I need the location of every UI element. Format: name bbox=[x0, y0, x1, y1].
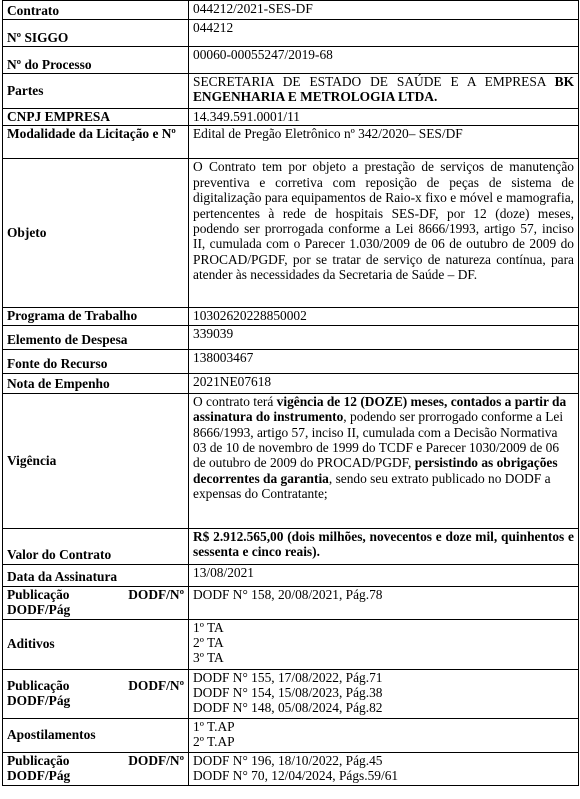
label-contrato: Contrato bbox=[3, 1, 189, 20]
label-empenho: Nota de Empenho bbox=[3, 373, 189, 393]
value-assinatura: 13/08/2021 bbox=[189, 564, 579, 586]
row-contrato bbox=[3, 1, 579, 20]
publicacao-2-line2: DODF/Pág bbox=[7, 693, 71, 709]
publicacao-3-right: DODF/Nº bbox=[128, 752, 184, 768]
partes-company: BK ENGENHARIA E METROLOGIA LTDA. bbox=[193, 74, 574, 105]
vigencia-bold-term: vigência de 12 (DOZE) meses, contados a partir da assinatura do instrumento bbox=[193, 393, 567, 425]
value-objeto: O Contrato tem por objeto a prestação de serviços de manutenção preventiva e corretiva com reposição de peças de sistema de digitalização para equipamentos de Raio-x fixo e móvel e mamografia, pertencentes à rede de hospitais SES-DF, por 12 (doze) meses, podendo ser prorrogada conforme a Lei 8666/1993, artigo 57, inciso II, cumulada com o Parecer 1.030/2009 de 06 de outubro de 2009 do PROCAD/PGDF, por se tratar de serviço de natureza contínua, para atender às necessidades da Secretaria de Saúde – DF. bbox=[189, 159, 579, 308]
row-empenho bbox=[3, 373, 579, 393]
publicacao-2-left: Publicação bbox=[7, 677, 70, 693]
row-publicacao-1 bbox=[3, 586, 579, 619]
apostilamento-item: 2º T.AP bbox=[193, 734, 235, 750]
value-empenho: 2021NE07618 bbox=[189, 373, 579, 393]
row-valor bbox=[3, 528, 579, 564]
label-processo: Nº do Processo bbox=[3, 47, 189, 74]
row-assinatura bbox=[3, 564, 579, 586]
label-publicacao-2 bbox=[3, 669, 189, 718]
label-valor: Valor do Contrato bbox=[3, 528, 189, 564]
partes-text: SECRETARIA DE ESTADO DE SAÚDE E A EMPRESA bbox=[193, 74, 555, 89]
label-publicacao-1 bbox=[3, 586, 189, 619]
label-apostilamentos: Apostilamentos bbox=[3, 718, 189, 752]
value-publicacao-3 bbox=[189, 752, 579, 785]
label-fonte: Fonte do Recurso bbox=[3, 349, 189, 373]
label-cnpj: CNPJ EMPRESA bbox=[3, 109, 189, 126]
publicacao-2-item: DODF N° 155, 17/08/2022, Pág.71 bbox=[193, 669, 383, 685]
label-aditivos: Aditivos bbox=[3, 619, 189, 669]
value-siggo: 044212 bbox=[189, 20, 579, 47]
value-elemento: 339039 bbox=[189, 325, 579, 349]
value-fonte: 138003467 bbox=[189, 349, 579, 373]
row-publicacao-2 bbox=[3, 669, 579, 718]
row-siggo bbox=[3, 20, 579, 47]
aditivo-item: 2º TA bbox=[193, 635, 224, 651]
label-publicacao-3 bbox=[3, 752, 189, 785]
vigencia-bold-garantia: persistindo as obrigações decorrentes da garantia bbox=[193, 455, 558, 486]
row-modalidade bbox=[3, 126, 579, 159]
row-partes bbox=[3, 74, 579, 109]
label-vigencia: Vigência bbox=[3, 393, 189, 528]
publicacao-2-item: DODF N° 148, 05/08/2024, Pág.82 bbox=[193, 700, 383, 716]
publicacao-2-right: DODF/Nº bbox=[128, 677, 184, 693]
value-valor: R$ 2.912.565,00 (dois milhões, novecentos e doze mil, quinhentos e sessenta e cinco reais). bbox=[189, 528, 579, 564]
value-publicacao-1: DODF N° 158, 20/08/2021, Pág.78 bbox=[189, 586, 579, 619]
value-vigencia bbox=[189, 393, 579, 528]
publicacao-1-line2: DODF/Pág bbox=[7, 602, 71, 618]
publicacao-1-right: DODF/Nº bbox=[128, 586, 184, 602]
row-aditivos bbox=[3, 619, 579, 669]
aditivo-item: 3º TA bbox=[193, 650, 224, 666]
vigencia-text-3: , sendo seu extrato publicado no DODF a expensas do Contratante; bbox=[193, 470, 551, 502]
row-objeto bbox=[3, 159, 579, 308]
value-publicacao-2 bbox=[189, 669, 579, 718]
publicacao-3-item: DODF N° 196, 18/10/2022, Pág.45 bbox=[193, 752, 383, 768]
value-partes bbox=[189, 74, 579, 109]
vigencia-text-1: O contrato terá bbox=[193, 393, 277, 409]
value-apostilamentos bbox=[189, 718, 579, 752]
row-programa bbox=[3, 308, 579, 325]
row-cnpj bbox=[3, 109, 579, 126]
publicacao-3-item: DODF N° 70, 12/04/2024, Págs.59/61 bbox=[193, 768, 399, 784]
row-publicacao-3 bbox=[3, 752, 579, 785]
label-siggo: Nº SIGGO bbox=[3, 20, 189, 47]
label-programa: Programa de Trabalho bbox=[3, 308, 189, 325]
value-modalidade: Edital de Pregão Eletrônico nº 342/2020– SES/DF bbox=[189, 126, 579, 159]
row-apostilamentos bbox=[3, 718, 579, 752]
value-processo: 00060-00055247/2019-68 bbox=[189, 47, 579, 74]
publicacao-1-left: Publicação bbox=[7, 586, 70, 602]
contract-summary-table bbox=[2, 0, 579, 786]
row-fonte bbox=[3, 349, 579, 373]
apostilamento-item: 1º T.AP bbox=[193, 718, 235, 734]
value-programa: 10302620228850002 bbox=[189, 308, 579, 325]
publicacao-3-line2: DODF/Pág bbox=[7, 768, 71, 784]
value-aditivos bbox=[189, 619, 579, 669]
label-objeto: Objeto bbox=[3, 159, 189, 308]
row-processo bbox=[3, 47, 579, 74]
publicacao-1-line1 bbox=[7, 587, 184, 602]
publicacao-2-line1 bbox=[7, 678, 184, 693]
value-contrato: 044212/2021-SES-DF bbox=[189, 1, 579, 20]
publicacao-2-item: DODF N° 154, 15/08/2023, Pág.38 bbox=[193, 685, 383, 701]
publicacao-3-left: Publicação bbox=[7, 752, 70, 768]
publicacao-3-line1 bbox=[7, 753, 184, 768]
label-partes: Partes bbox=[3, 74, 189, 109]
value-cnpj: 14.349.591.0001/11 bbox=[189, 109, 579, 126]
label-modalidade: Modalidade da Licitação e Nº bbox=[3, 126, 189, 159]
label-assinatura: Data da Assinatura bbox=[3, 564, 189, 586]
aditivo-item: 1º TA bbox=[193, 619, 224, 635]
row-vigencia bbox=[3, 393, 579, 528]
label-elemento: Elemento de Despesa bbox=[3, 325, 189, 349]
row-elemento bbox=[3, 325, 579, 349]
vigencia-text-2: , podendo ser prorrogado conforme a Lei 8666/1993, artigo 57, inciso II, cumulada com a Decisão Normativa 03 de 10 de novembro de 1999 do TCDF e Parecer 1030/2009 de 06 de outubro de 2009 do PROCAD/PGDF, bbox=[193, 409, 564, 471]
